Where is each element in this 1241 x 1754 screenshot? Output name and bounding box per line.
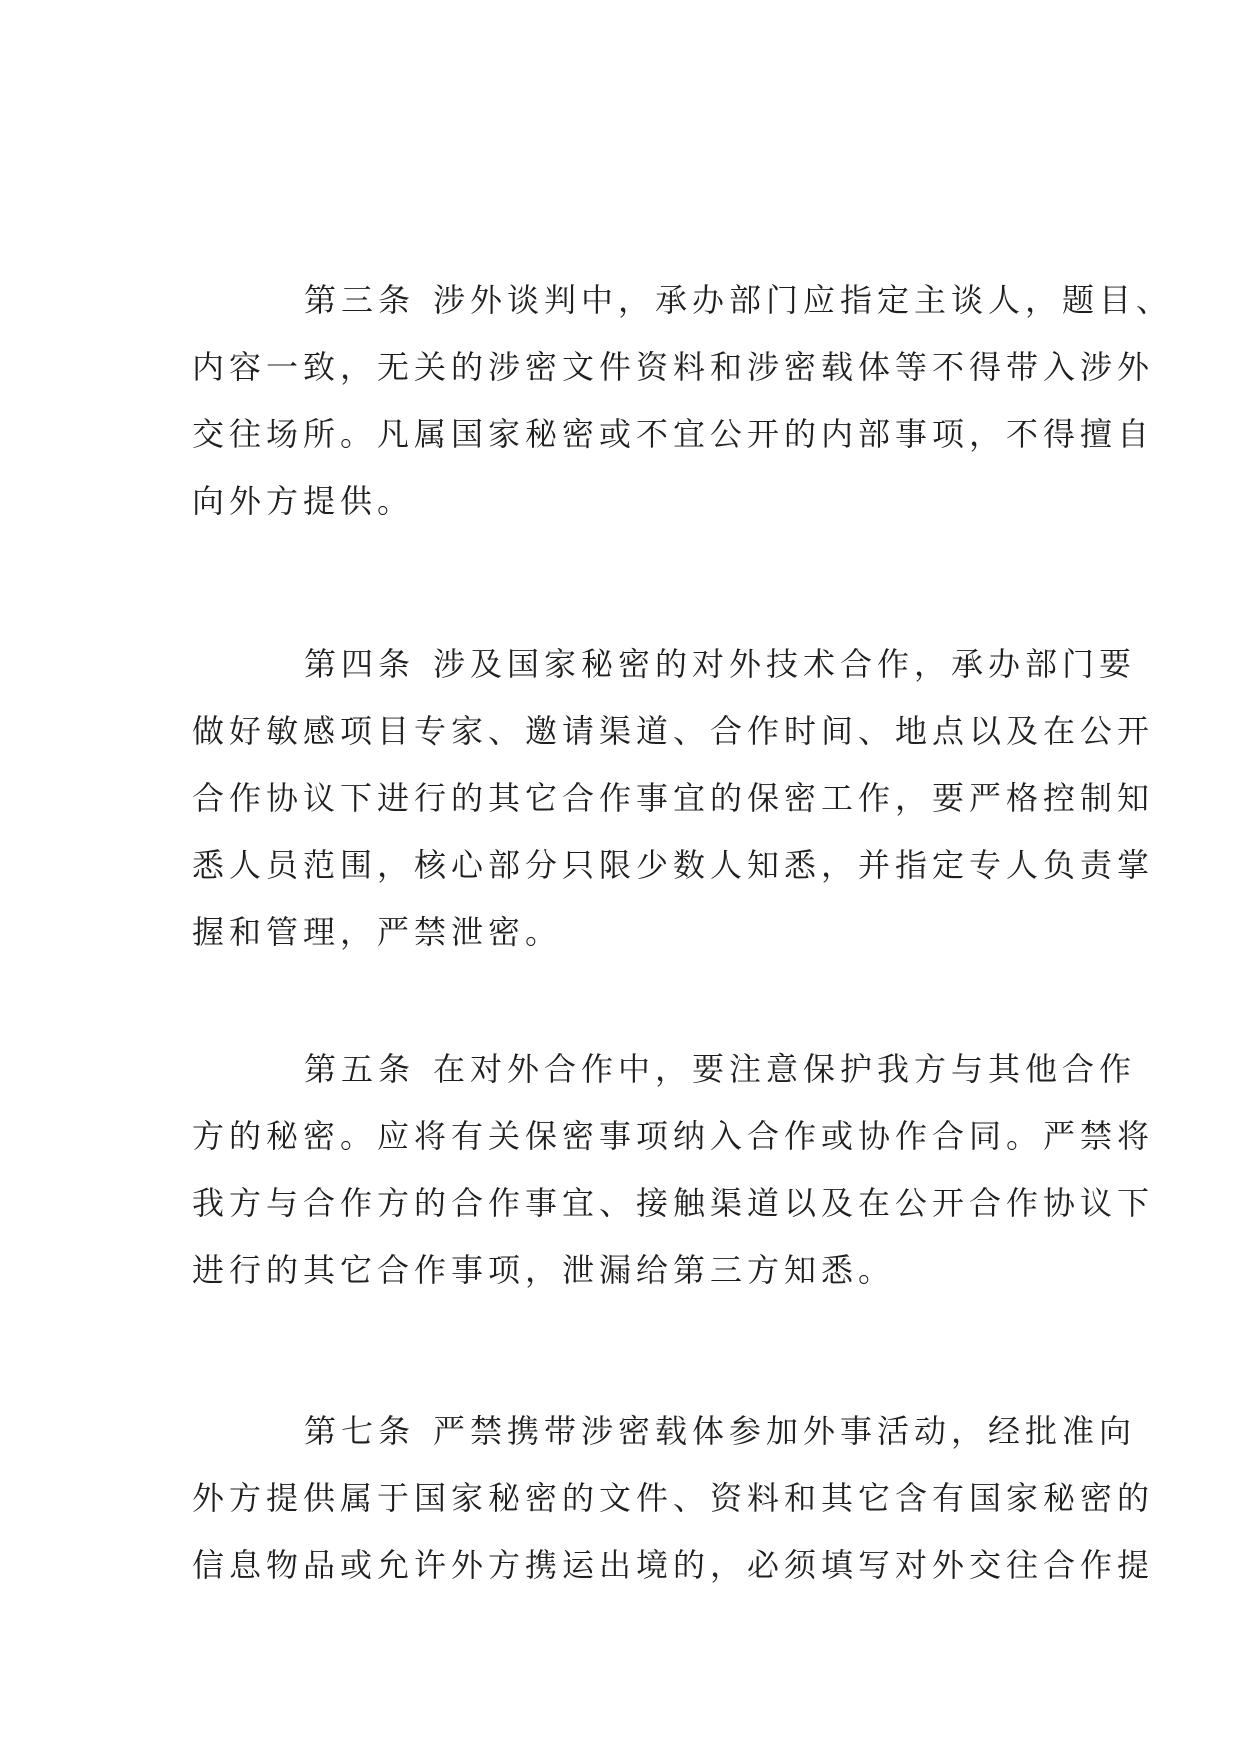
article-4-line-4: 悉人员范围，核心部分只限少数人知悉，并指定专人负责掌	[192, 846, 1155, 884]
article-7-text-1: 严禁携带涉密载体参加外事活动，经批准向	[433, 1412, 1137, 1450]
article-4-line-5: 握和管理，严禁泄密。	[192, 913, 563, 951]
article-3-line-2: 内容一致，无关的涉密文件资料和涉密载体等不得带入涉外	[192, 348, 1155, 386]
article-5-title: 第五条	[304, 1050, 416, 1088]
article-4-line-1	[192, 631, 1137, 698]
article-3-text-1: 涉外谈判中，承办部门应指定主谈人，题目、	[433, 281, 1174, 319]
article-3-line-1	[192, 267, 1174, 334]
article-7-line-2: 外方提供属于国家秘密的文件、资料和其它含有国家秘密的	[192, 1479, 1155, 1517]
article-4-text-1: 涉及国家秘密的对外技术合作，承办部门要	[433, 645, 1137, 683]
article-5-text-1: 在对外合作中，要注意保护我方与其他合作	[433, 1050, 1137, 1088]
article-4	[192, 631, 1155, 966]
article-5	[192, 1036, 1155, 1304]
article-7	[192, 1398, 1155, 1599]
article-3-line-3: 交往场所。凡属国家秘密或不宜公开的内部事项，不得擅自	[192, 415, 1155, 453]
article-5-line-1	[192, 1036, 1137, 1103]
article-4-line-3: 合作协议下进行的其它合作事宜的保密工作，要严格控制知	[192, 779, 1155, 817]
article-7-line-1	[192, 1398, 1137, 1465]
article-5-line-3: 我方与合作方的合作事宜、接触渠道以及在公开合作协议下	[192, 1184, 1155, 1222]
article-4-title: 第四条	[304, 645, 416, 683]
article-5-line-4: 进行的其它合作事项，泄漏给第三方知悉。	[192, 1251, 896, 1289]
article-3	[192, 267, 1174, 535]
article-5-line-2: 方的秘密。应将有关保密事项纳入合作或协作合同。严禁将	[192, 1117, 1155, 1155]
article-7-title: 第七条	[304, 1412, 416, 1450]
article-3-line-4: 向外方提供。	[192, 482, 415, 520]
article-7-line-3: 信息物品或允许外方携运出境的，必须填写对外交往合作提	[192, 1546, 1155, 1584]
article-4-line-2: 做好敏感项目专家、邀请渠道、合作时间、地点以及在公开	[192, 712, 1155, 750]
article-3-title: 第三条	[304, 281, 416, 319]
